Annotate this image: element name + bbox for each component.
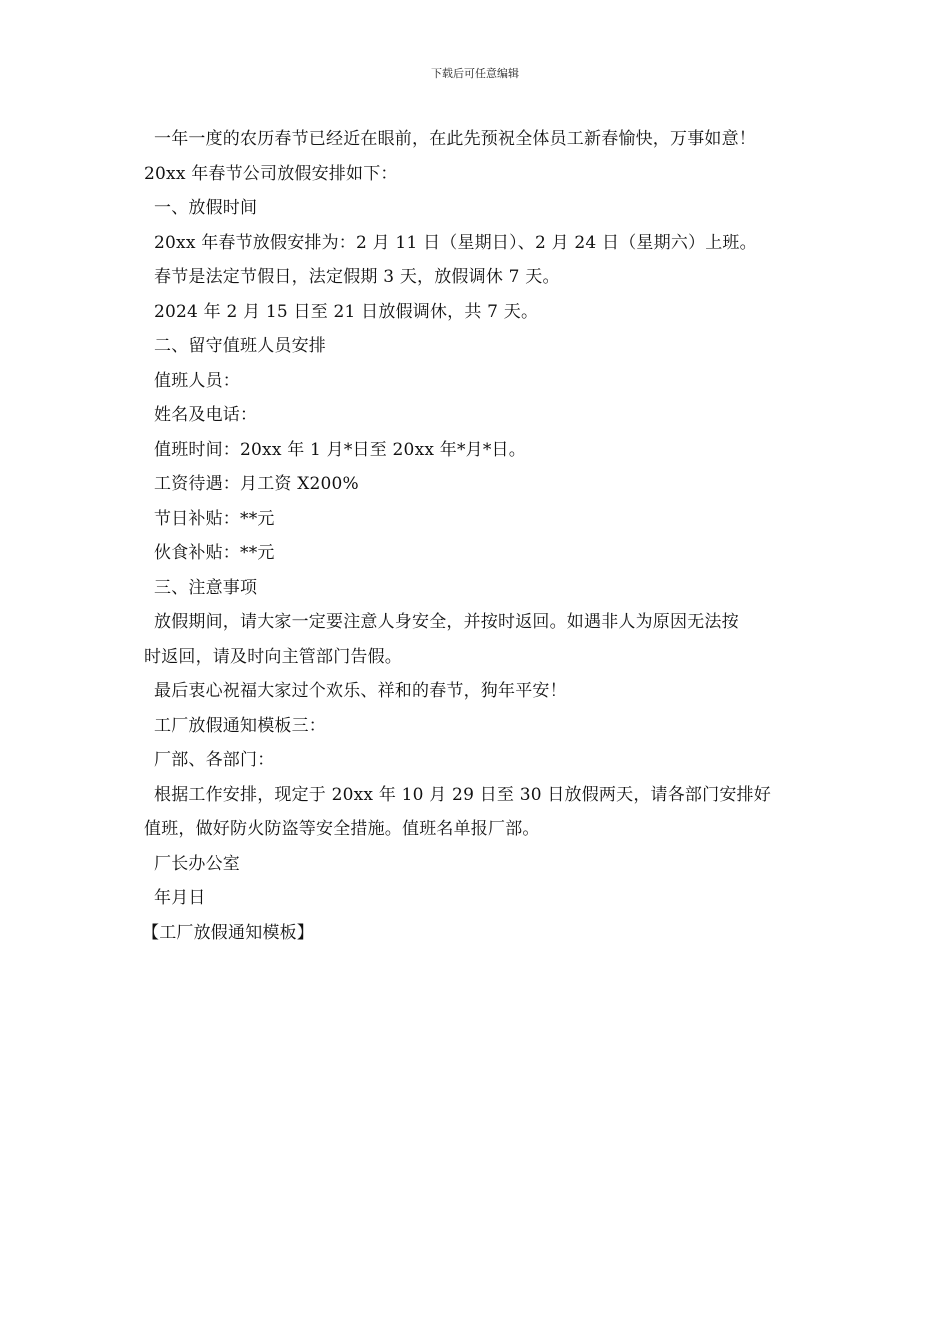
arrangement-intro: 20xx 年春节公司放假安排如下：: [144, 163, 398, 184]
signature-date: 年月日: [154, 888, 206, 908]
holiday-schedule-line: 20xx 年春节放假安排为：2 月 11 日（星期日）、2 月 24 日（星期六）上班。: [154, 232, 757, 253]
statutory-holiday-line: 春节是法定节假日，法定假期 3 天，放假调休 7 天。: [154, 267, 560, 287]
addressee-line: 厂部、各部门：: [154, 750, 275, 770]
document-body: [144, 122, 824, 950]
section-heading-notes: 三、注意事项: [154, 577, 258, 598]
holiday-dates-line: 2024 年 2 月 15 日至 21 日放假调休，共 7 天。: [154, 301, 539, 322]
duty-time-field: 值班时间：20xx 年 1 月*日至 20xx 年*月*日。: [154, 439, 526, 460]
notice-paragraph-line-1: 根据工作安排，现定于 20xx 年 10 月 29 日至 30 日放假两天，请各部门安排好: [154, 784, 771, 805]
holiday-allowance-field: 节日补贴：**元: [154, 508, 275, 529]
safety-paragraph-line-2: 时返回，请及时向主管部门告假。: [144, 646, 402, 667]
notice-paragraph-line-2: 值班，做好防火防盗等安全措施。值班名单报厂部。: [144, 819, 540, 839]
salary-field: 工资待遇：月工资 X200%: [154, 474, 359, 494]
closing-wishes: 最后衷心祝福大家过个欢乐、祥和的春节，狗年平安！: [154, 681, 567, 701]
meal-allowance-field: 伙食补贴：**元: [154, 543, 275, 563]
name-phone-field: 姓名及电话：: [154, 405, 258, 425]
greeting-paragraph: 一年一度的农历春节已经近在眼前，在此先预祝全体员工新春愉快，万事如意！: [154, 129, 756, 149]
safety-paragraph-line-1: 放假期间，请大家一定要注意人身安全，并按时返回。如遇非人为原因无法按: [154, 612, 739, 632]
template-three-heading: 工厂放假通知模板三：: [154, 715, 326, 736]
section-heading-holiday-time: 一、放假时间: [154, 198, 258, 218]
duty-staff-field: 值班人员：: [154, 370, 240, 391]
signature-office: 厂长办公室: [154, 853, 240, 874]
section-heading-duty-staff: 二、留守值班人员安排: [154, 336, 326, 356]
template-title-footer: 【工厂放假通知模板】: [142, 922, 314, 943]
page-header-note: 下载后可任意编辑: [431, 67, 519, 80]
